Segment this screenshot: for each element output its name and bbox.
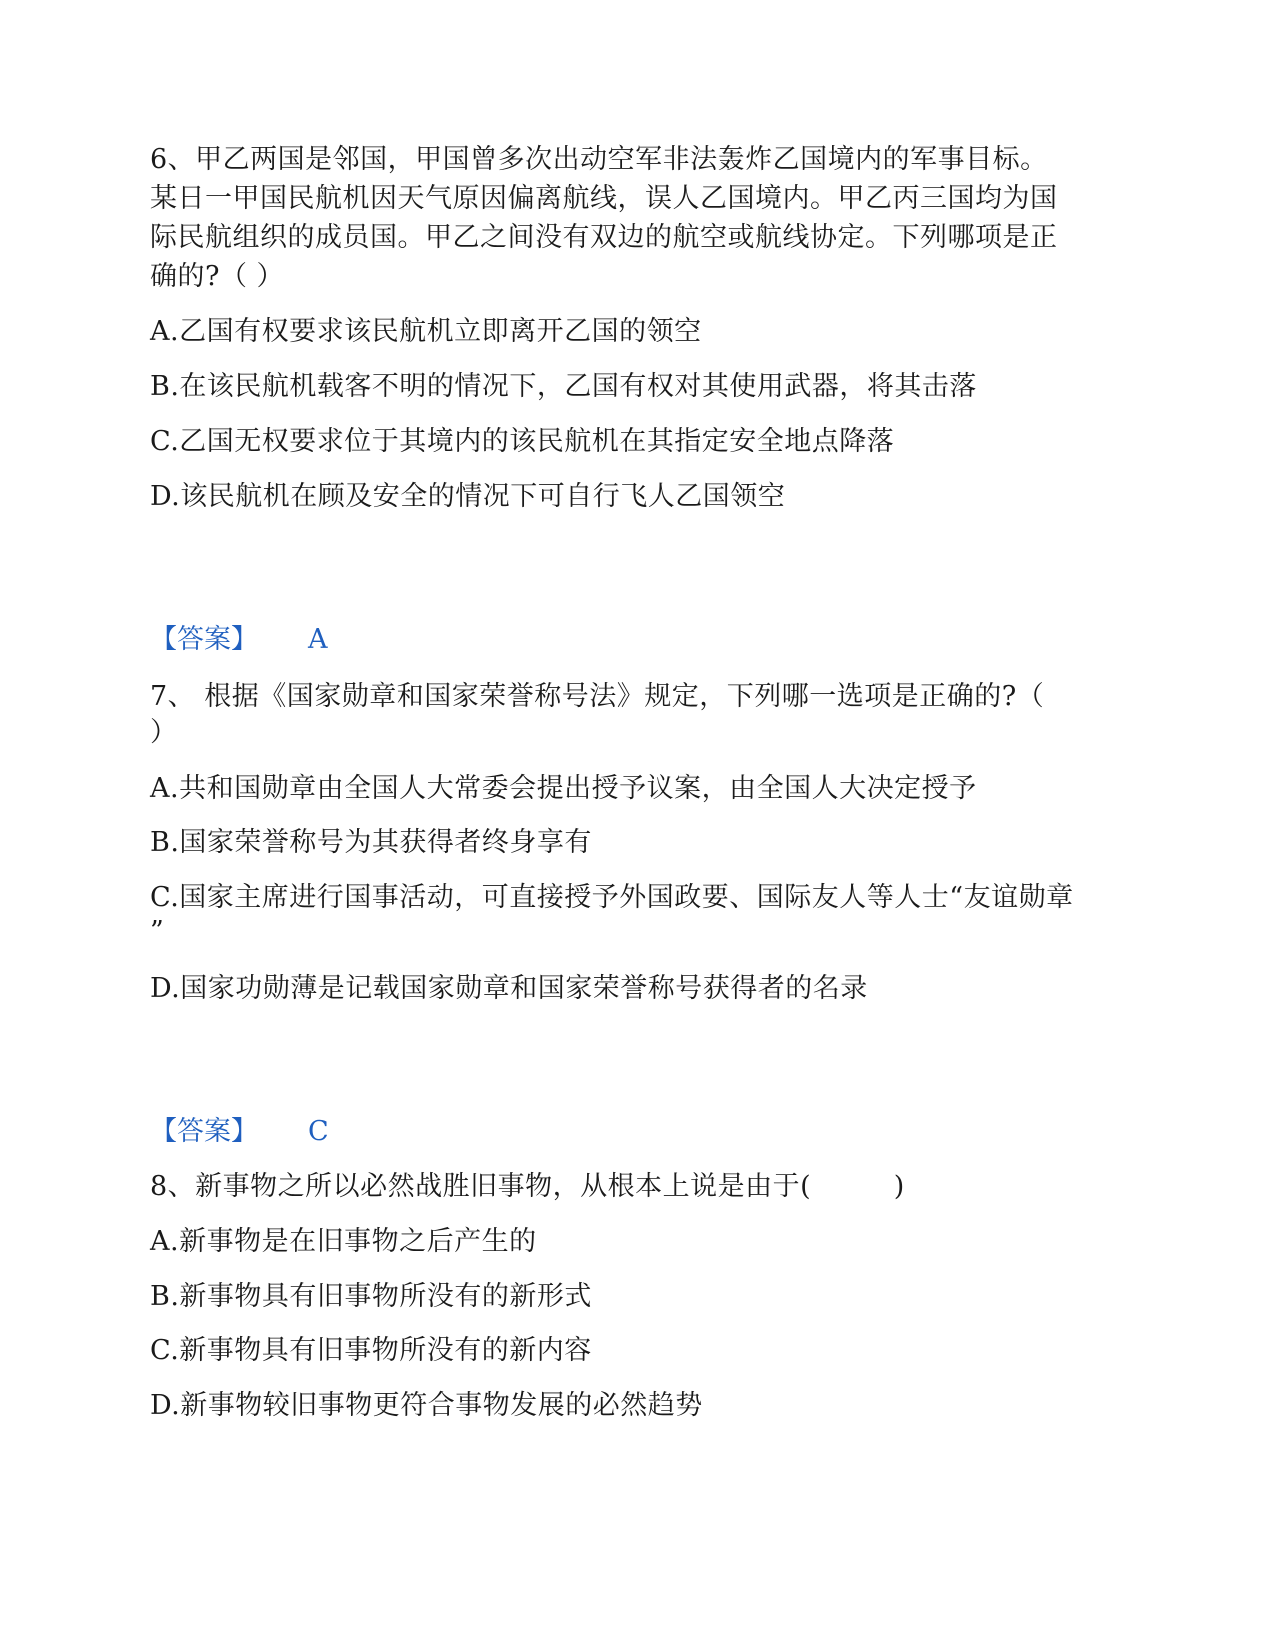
q8-option-b: B.新事物具有旧事物所没有的新形式 xyxy=(150,1281,592,1312)
q6-stem-line-1: 6、甲乙两国是邻国，甲国曾多次出动空军非法轰炸乙国境内的军事目标。 xyxy=(150,144,1048,175)
q8-option-d: D.新事物较旧事物更符合事物发展的必然趋势 xyxy=(150,1390,703,1421)
q8-option-a: A.新事物是在旧事物之后产生的 xyxy=(150,1226,537,1257)
q7-answer-value: C xyxy=(308,1116,329,1147)
q6-answer-value: A xyxy=(308,624,328,655)
q6-option-a: A.乙国有权要求该民航机立即离开乙国的领空 xyxy=(150,316,702,347)
q6-option-d: D.该民航机在顾及安全的情况下可自行飞人乙国领空 xyxy=(150,481,786,512)
q7-stem-line-2: ） xyxy=(150,717,178,748)
q7-option-a: A.共和国勋章由全国人大常委会提出授予议案，由全国人大决定授予 xyxy=(150,773,977,804)
q8-stem-line-1: 8、新事物之所以必然战胜旧事物，从根本上说是由于( ) xyxy=(150,1171,905,1202)
q7-answer xyxy=(150,1115,329,1149)
q7-option-b: B.国家荣誉称号为其获得者终身享有 xyxy=(150,827,592,858)
q7-option-d: D.国家功勋薄是记载国家勋章和国家荣誉称号获得者的名录 xyxy=(150,973,868,1004)
q7-option-c: C.国家主席进行国事活动，可直接授予外国政要、国际友人等人士“友谊勋章 xyxy=(150,882,1074,913)
q6-answer-label: 【答案】 xyxy=(150,624,258,655)
q6-stem-line-3: 际民航组织的成员国。甲乙之间没有双边的航空或航线协定。下列哪项是正 xyxy=(150,222,1058,253)
q6-option-b: B.在该民航机载客不明的情况下，乙国有权对其使用武器，将其击落 xyxy=(150,371,977,402)
q8-option-c: C.新事物具有旧事物所没有的新内容 xyxy=(150,1335,592,1366)
q7-answer-label: 【答案】 xyxy=(150,1116,258,1147)
q6-stem-line-2: 某日一甲国民航机因天气原因偏离航线，误人乙国境内。甲乙丙三国均为国 xyxy=(150,183,1058,214)
q6-answer xyxy=(150,623,328,657)
q7-stem-line-1: 7、 根据《国家勋章和国家荣誉称号法》规定，下列哪一选项是正确的?（ xyxy=(150,681,1045,712)
q7-option-c-cont: ” xyxy=(150,916,165,947)
q6-stem-line-4: 确的?（ ） xyxy=(150,261,285,292)
q6-option-c: C.乙国无权要求位于其境内的该民航机在其指定安全地点降落 xyxy=(150,426,895,457)
